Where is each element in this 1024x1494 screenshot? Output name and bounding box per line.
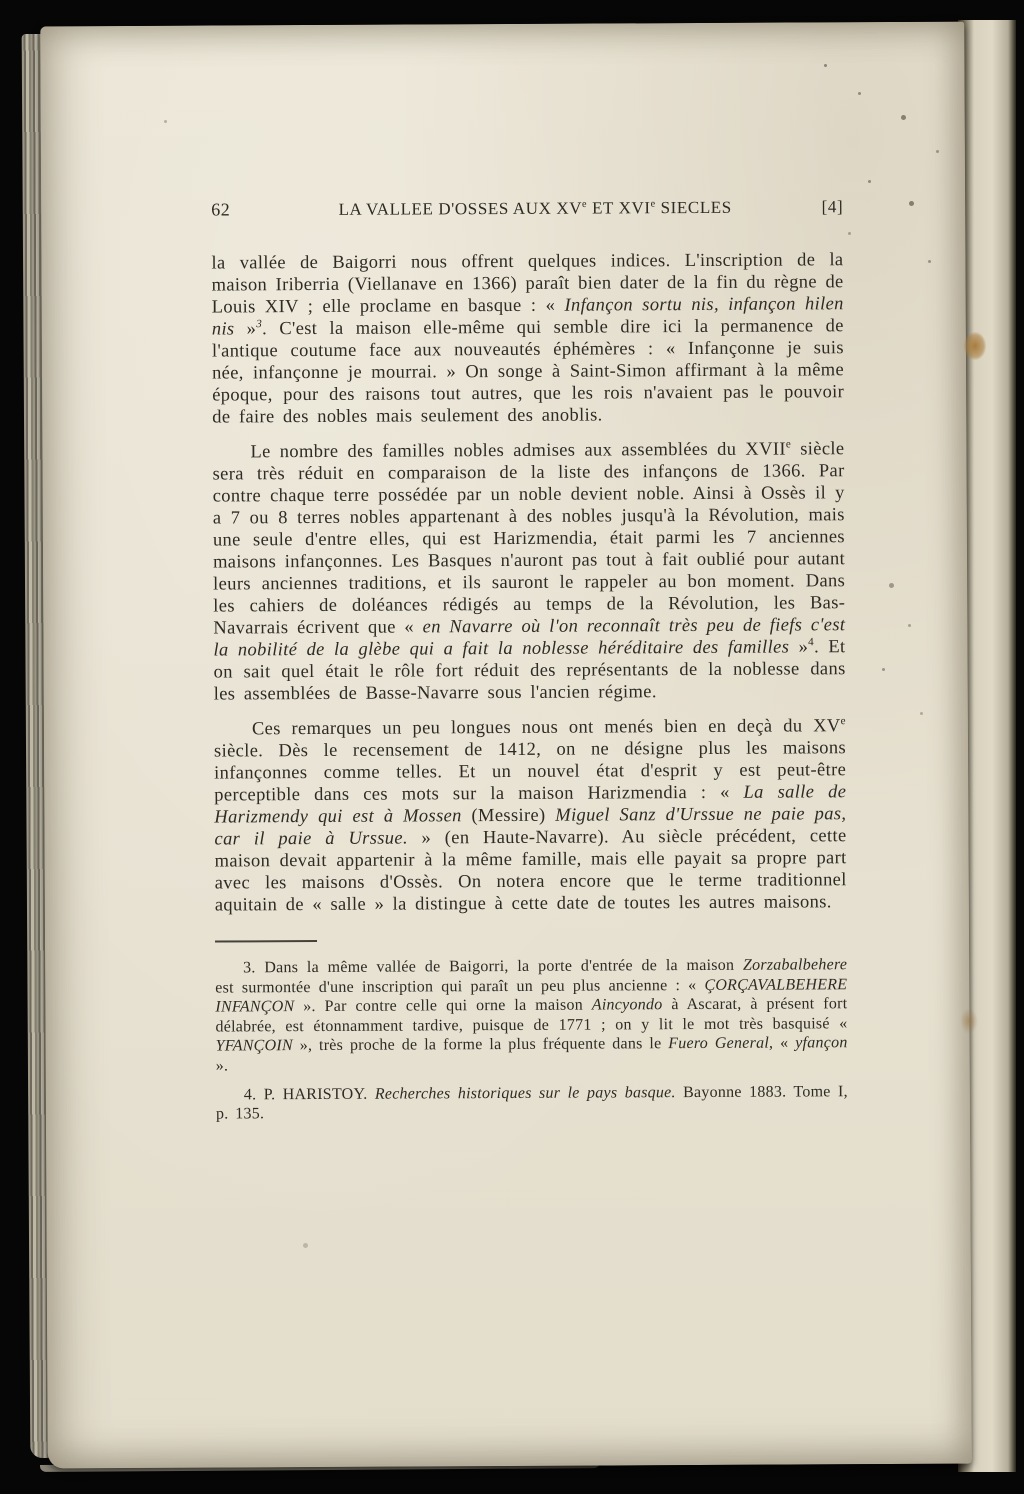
page-number: 62 — [211, 199, 231, 220]
body-paragraph: Le nombre des familles nobles admises aux assemblées du XVIIe siècle sera très réduit en comparaison de la liste des infançons de 1366. Par contre chaque terre possédée par un noble devient noble. Ainsi à Ossès il y a 7 ou 8 terres nobles appartenant à des nobles jusqu'à la Révolution, mais une seule d'entre elles, qui est Harizmendia, était parmi les 7 anciennes maisons infançonnes. Les Basques n'auront pas tout à fait oublié pour autant leurs anciennes traditions, et ils sauront le rappeler au bon moment. Dans les cahiers de doléances rédigés au temps de la Révolution, les Bas-Navarrais écrivent que « en Navarre où l'on reconnaît très peu de fiefs c'est la nobilité de la glèbe qui a fait la noblesse héréditaire des familles »$^4$. Et on sait quel était le rôle fort réduit des représentants de la noblesse dans les assemblées de Basse-Navarre sous l'ancien régime. — [212, 438, 846, 705]
footnotes — [215, 955, 848, 1124]
running-header — [211, 196, 843, 220]
stain — [960, 1008, 978, 1034]
book-page — [40, 22, 972, 1469]
ink-speckles — [824, 64, 827, 67]
body-text — [211, 249, 846, 916]
body-paragraph: la vallée de Baigorri nous offrent quelques indices. L'inscription de la maison Iriberria (Viellanave en 1366) paraît bien dater de la fin du règne de Louis XIV ; elle proclame en basque : « Infançon sortu nis, infançon hilen nis »$^3$. C'est la maison elle-même qui semble dire ici la permanence de l'antique coutume face aux nouveautés éphémères : « Infançonne je suis née, infançonne je mourrai. » On songe à Saint-Simon affirmant à la même époque, pour des raisons tout autres, que les rois n'avaient pas le pouvoir de faire des nobles mais seulement des anoblis. — [211, 250, 845, 428]
printed-content — [211, 196, 848, 1133]
stain — [964, 332, 986, 360]
issue-marker: [4] — [821, 197, 844, 217]
footnote: 4. P. HARISTOY. Recherches historiques sur le pays basque. Bayonne 1883. Tome I, p. 135. — [215, 1082, 848, 1123]
footnote-separator — [215, 940, 317, 943]
footnote: 3. Dans la même vallée de Baigorri, la porte d'entrée de la maison Zorzabalbehere est surmontée d'une inscription qui paraît un peu plus ancienne : « ÇORÇAVALBEHERE INFANÇON ». Par contre celle qui orne la maison Aincyondo à Ascarat, à présent fort délabrée, est étonnamment tardive, puisque de 1771 ; on y lit le mot très basquisé « YFANÇOIN », très proche de la forme la plus fréquente dans le Fuero General, « yfançon ». — [215, 956, 848, 1075]
body-paragraph: Ces remarques un peu longues nous ont menés bien en deçà du XVe siècle. Dès le recensement de 1412, on ne désigne plus les maisons infançonnes comme telles. Et un nouvel état d'esprit y est peut-être perceptible dans ces mots sur la maison Harizmendia : « La salle de Harizmendy qui est à Mossen (Messire) Miguel Sanz d'Urssue ne paie pas, car il paie à Urssue. » (en Haute-Navarre). Au siècle précédent, cette maison devait appartenir à la même famille, mais elle payait sa propre part avec les maisons d'Ossès. On notera encore que le terme traditionnel aquitain de « salle » la distingue à cette date de toutes les autres maisons. — [213, 715, 847, 916]
running-title: LA VALLEE D'OSSES AUX XVe ET XVIe SIECLES — [338, 197, 732, 219]
